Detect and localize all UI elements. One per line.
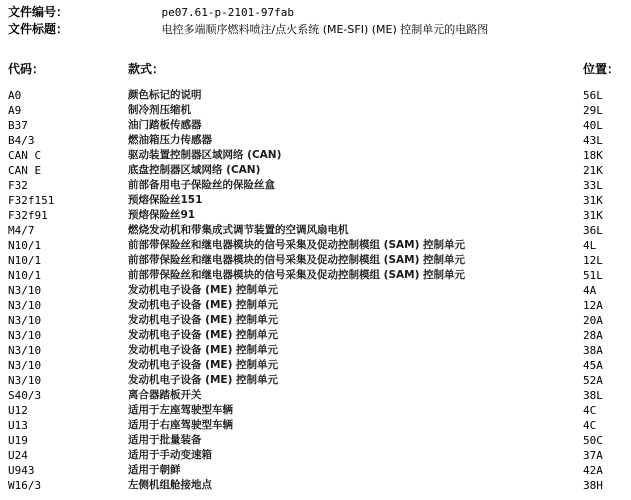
table-row (8, 373, 623, 388)
row-description: 适用于右座驾驶型车辆 (128, 419, 233, 431)
table-row (8, 418, 623, 433)
header-code: 代码： (8, 62, 45, 76)
row-location: 52A (583, 374, 603, 387)
row-location: 36L (583, 224, 603, 237)
row-description: 底盘控制器区域网络 (CAN) (128, 164, 261, 176)
table-row (8, 433, 623, 448)
row-description: 离合器踏板开关 (128, 389, 202, 401)
row-code: A0 (8, 89, 22, 102)
row-code: N3/10 (8, 374, 42, 387)
row-code: CAN E (8, 164, 42, 177)
doc-title-label: 文件标题： (8, 22, 69, 36)
table-row (8, 103, 623, 118)
row-code: N3/10 (8, 344, 42, 357)
row-code: N3/10 (8, 359, 42, 372)
doc-number-row (8, 4, 294, 20)
header-location: 位置： (583, 62, 620, 76)
row-code: B4/3 (8, 134, 35, 147)
row-code: W16/3 (8, 479, 42, 492)
row-description: 适用于左座驾驶型车辆 (128, 404, 233, 416)
row-code: N3/10 (8, 299, 42, 312)
table-row (8, 238, 623, 253)
row-description: 适用于批量装备 (128, 434, 202, 446)
row-location: 56L (583, 89, 603, 102)
table-row (8, 223, 623, 238)
table-row (8, 133, 623, 148)
row-code: M4/7 (8, 224, 35, 237)
row-location: 51L (583, 269, 603, 282)
row-code: F32f151 (8, 194, 55, 207)
row-location: 50C (583, 434, 603, 447)
table-row (8, 463, 623, 478)
row-description: 燃油箱压力传感器 (128, 134, 212, 146)
table-row (8, 88, 623, 103)
row-location: 12A (583, 299, 603, 312)
row-location: 38H (583, 479, 603, 492)
row-code: U19 (8, 434, 28, 447)
row-location: 29L (583, 104, 603, 117)
row-description: 发动机电子设备 (ME) 控制单元 (128, 314, 279, 326)
row-code: F32 (8, 179, 28, 192)
row-description: 预熔保险丝151 (128, 194, 203, 206)
row-description: 预熔保险丝91 (128, 209, 196, 221)
row-code: U13 (8, 419, 28, 432)
row-description: 颜色标记的说明 (128, 89, 202, 101)
row-description: 适用于手动变速箱 (128, 449, 212, 461)
row-code: S40/3 (8, 389, 42, 402)
row-description: 发动机电子设备 (ME) 控制单元 (128, 329, 279, 341)
row-location: 12L (583, 254, 603, 267)
row-location: 43L (583, 134, 603, 147)
row-description: 驱动装置控制器区域网络 (CAN) (128, 149, 282, 161)
row-code: U12 (8, 404, 28, 417)
row-description: 发动机电子设备 (ME) 控制单元 (128, 299, 279, 311)
doc-number-label: 文件编号： (8, 5, 69, 19)
table-row (8, 118, 623, 133)
table-row (8, 208, 623, 223)
table-row (8, 283, 623, 298)
row-code: N3/10 (8, 329, 42, 342)
row-code: CAN C (8, 149, 42, 162)
table-row (8, 268, 623, 283)
row-location: 38L (583, 389, 603, 402)
row-location: 42A (583, 464, 603, 477)
table-row (8, 328, 623, 343)
table-row (8, 478, 623, 493)
table-row (8, 178, 623, 193)
row-description: 制冷剂压缩机 (128, 104, 191, 116)
row-description: 发动机电子设备 (ME) 控制单元 (128, 344, 279, 356)
row-location: 4L (583, 239, 597, 252)
doc-number-value: pe07.61-p-2101-97fab (161, 6, 294, 19)
row-location: 28A (583, 329, 603, 342)
row-description: 前部带保险丝和继电器模块的信号采集及促动控制模组 (SAM) 控制单元 (128, 254, 466, 266)
row-code: N10/1 (8, 239, 42, 252)
row-code: U943 (8, 464, 35, 477)
row-code: N3/10 (8, 314, 42, 327)
row-location: 31K (583, 194, 603, 207)
row-location: 20A (583, 314, 603, 327)
component-list (8, 88, 623, 493)
table-row (8, 193, 623, 208)
row-code: B37 (8, 119, 28, 132)
row-location: 4C (583, 404, 597, 417)
row-description: 前部备用电子保险丝的保险丝盒 (128, 179, 275, 191)
row-location: 33L (583, 179, 603, 192)
doc-title-value: 电控多端顺序燃料喷注/点火系统 (ME-SFI) (ME) 控制单元的电路图 (161, 23, 489, 36)
table-row (8, 403, 623, 418)
table-row (8, 358, 623, 373)
row-code: N10/1 (8, 254, 42, 267)
table-row (8, 388, 623, 403)
row-code: N10/1 (8, 269, 42, 282)
row-description: 前部带保险丝和继电器模块的信号采集及促动控制模组 (SAM) 控制单元 (128, 239, 466, 251)
row-location: 38A (583, 344, 603, 357)
row-location: 4C (583, 419, 597, 432)
table-row (8, 148, 623, 163)
table-row (8, 163, 623, 178)
row-description: 油门踏板传感器 (128, 119, 202, 131)
row-code: U24 (8, 449, 28, 462)
row-location: 37A (583, 449, 603, 462)
header-style: 款式： (128, 62, 165, 76)
row-description: 左侧机组舱接地点 (128, 479, 212, 491)
row-code: A9 (8, 104, 22, 117)
table-row (8, 448, 623, 463)
row-description: 发动机电子设备 (ME) 控制单元 (128, 374, 279, 386)
row-location: 31K (583, 209, 603, 222)
row-location: 4A (583, 284, 597, 297)
row-location: 40L (583, 119, 603, 132)
row-location: 18K (583, 149, 603, 162)
row-code: F32f91 (8, 209, 48, 222)
table-row (8, 313, 623, 328)
row-location: 21K (583, 164, 603, 177)
row-description: 适用于朝鲜 (128, 464, 181, 476)
doc-title-row (8, 21, 488, 37)
row-description: 发动机电子设备 (ME) 控制单元 (128, 359, 279, 371)
row-code: N3/10 (8, 284, 42, 297)
row-description: 前部带保险丝和继电器模块的信号采集及促动控制模组 (SAM) 控制单元 (128, 269, 466, 281)
table-row (8, 298, 623, 313)
row-location: 45A (583, 359, 603, 372)
table-row (8, 343, 623, 358)
table-header (8, 60, 623, 78)
row-description: 发动机电子设备 (ME) 控制单元 (128, 284, 279, 296)
row-description: 燃烧发动机和带集成式调节装置的空调风扇电机 (128, 224, 349, 236)
table-row (8, 253, 623, 268)
